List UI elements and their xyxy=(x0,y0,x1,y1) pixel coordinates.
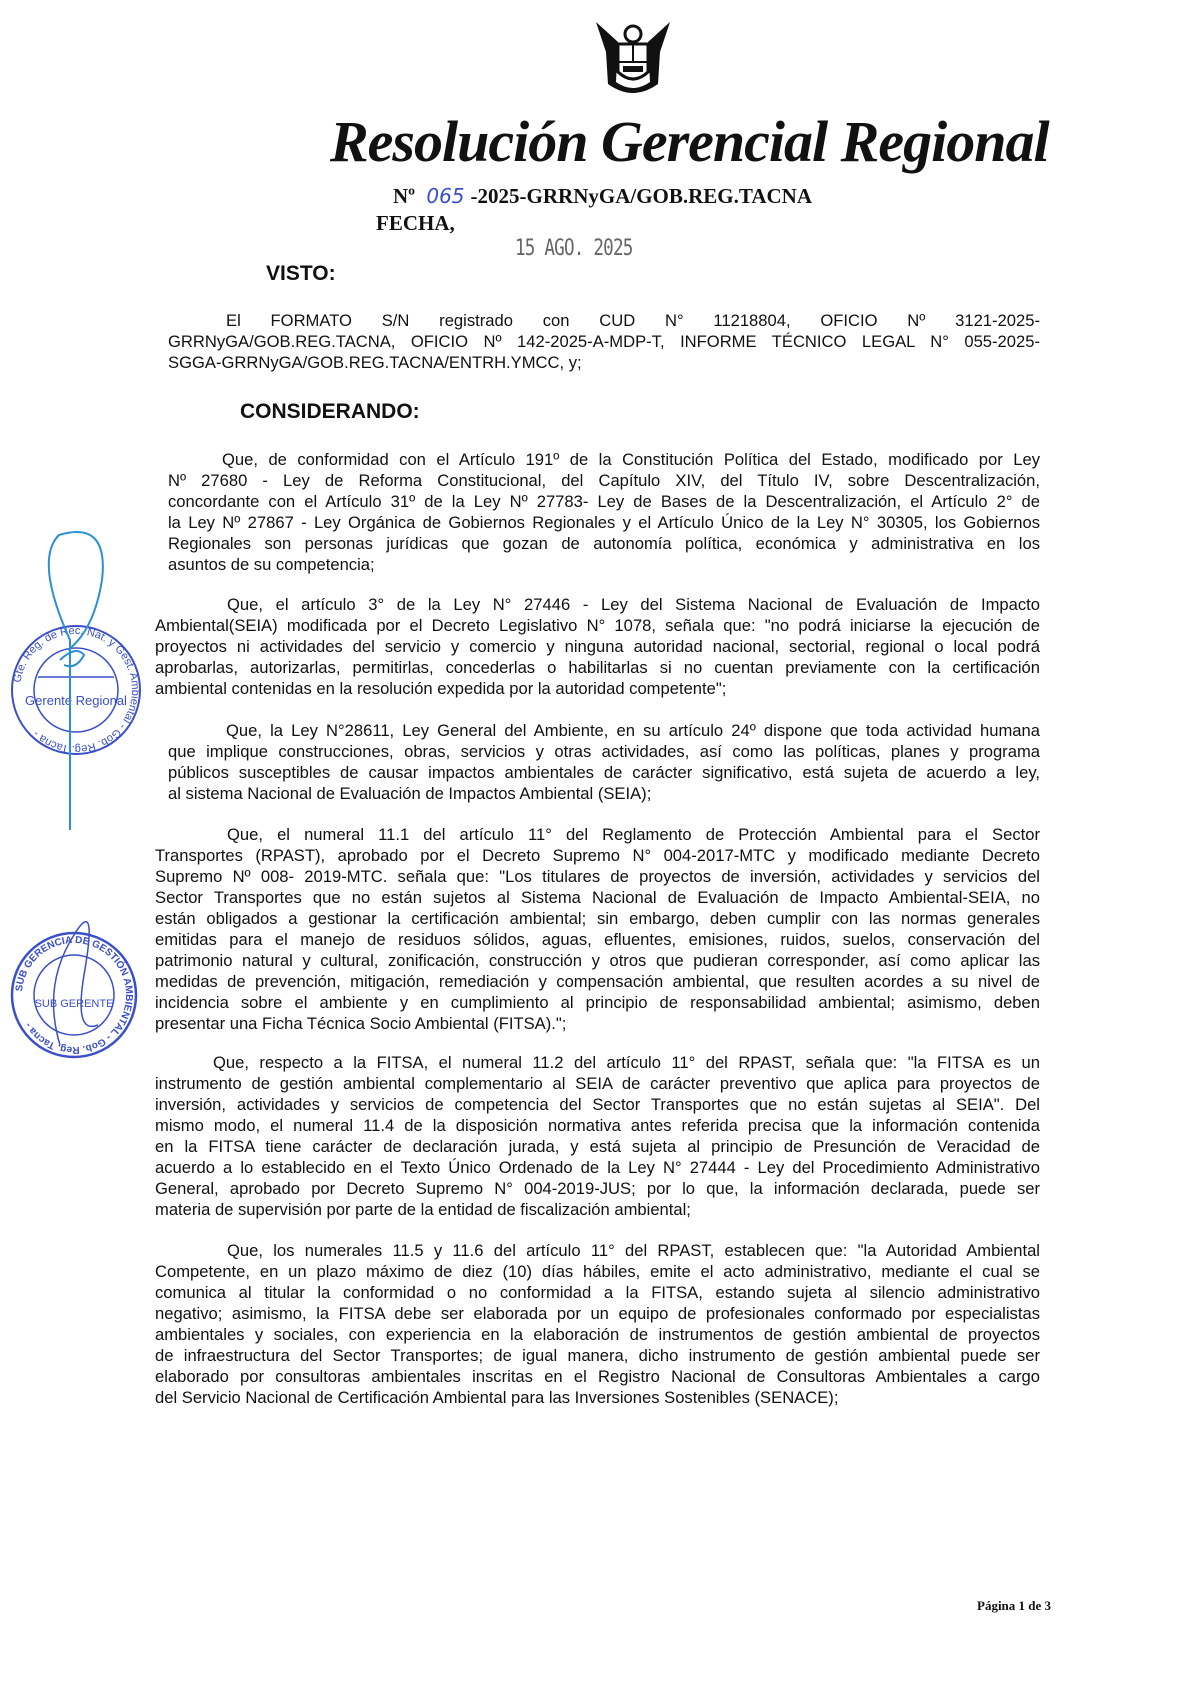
text-line: están obligados a gestionar la certificación ambiental; sin embargo, deben cumplir con las normas generales xyxy=(155,909,1040,928)
text-line: Regionales son personas jurídicas que gozan de autonomía política, económica y administrativa en los xyxy=(168,534,1040,553)
text-line: El FORMATO S/N registrado con CUD N° 11218804, OFICIO Nº 3121-2025- xyxy=(226,311,1040,330)
considerando-paragraph-1 xyxy=(168,449,1040,575)
text-line: medidas de prevención, mitigación, remediación y compensación ambiental, que resulten acordes a su nivel de xyxy=(155,972,1040,991)
text-line: que implique construcciones, obras, servicios y otras actividades, así como las políticas, planes y programa xyxy=(168,742,1040,761)
text-line: públicos susceptibles de causar impactos ambientales de carácter significativo, está sujeta de acuerdo a ley, xyxy=(168,763,1040,782)
text-line: Que, la Ley N°28611, Ley General del Ambiente, en su artículo 24º dispone que toda actividad humana xyxy=(226,721,1040,740)
text-line: ambiental contenidas en la resolución expedida por la autoridad competente"; xyxy=(155,679,727,698)
considerando-paragraph-2 xyxy=(155,594,1040,699)
text-line: del Servicio Nacional de Certificación Ambiental para las Inversiones Sostenibles (SENACE); xyxy=(155,1388,839,1407)
handwritten-number: 065 xyxy=(426,184,465,208)
number-suffix: -2025-GRRNyGA/GOB.REG.TACNA xyxy=(470,184,812,208)
text-line: GRRNyGA/GOB.REG.TACNA, OFICIO Nº 142-2025-A-MDP-T, INFORME TÉCNICO LEGAL N° 055-2025- xyxy=(168,332,1040,351)
text-line: elaborado por consultoras ambientales inscritas en el Registro Nacional de Consultoras Ambientales a cargo xyxy=(155,1367,1040,1386)
text-line: Que, el artículo 3° de la Ley N° 27446 - Ley del Sistema Nacional de Evaluación de Impacto xyxy=(227,595,1040,614)
visto-heading: VISTO: xyxy=(266,262,336,285)
text-line: instrumento de gestión ambiental complementario al SEIA de carácter preventivo que aplica para proyectos de xyxy=(155,1074,1040,1093)
text-line: Sector Transportes que no están sujetos al Sistema Nacional de Evaluación de Impacto Ambiental-SEIA, no xyxy=(155,888,1040,907)
text-line: Competente, en un plazo máximo de diez (10) días hábiles, emite el acto administrativo, mediante el cual se xyxy=(155,1262,1040,1281)
text-line: de infraestructura del Sector Transportes; de igual manera, dicho instrumento de gestión ambiental puede ser xyxy=(155,1346,1040,1365)
considerando-paragraph-3 xyxy=(168,720,1040,804)
text-line: asuntos de su competencia; xyxy=(168,555,375,574)
text-line: Ambiental(SEIA) modificada por el Decreto Legislativo N° 1078, señala que: "no podrá iniciarse la ejecución de xyxy=(155,616,1040,635)
text-line: Supremo Nº 008- 2019-MTC. señala que: "Los titulares de proyectos de inversión, actividades y servicios del xyxy=(155,867,1040,886)
text-line: mismo modo, el numeral 11.4 de la disposición normativa antes referida precisa que la información contenida xyxy=(155,1116,1040,1135)
text-line: Que, el numeral 11.1 del artículo 11° del Reglamento de Protección Ambiental para el Sector xyxy=(227,825,1040,844)
text-line: comunica al titular la conformidad o no conformidad a la FITSA, estando sujeta al silencio administrativo xyxy=(155,1283,1040,1302)
gerente-stamp-center-text: Gerente Regional xyxy=(25,693,127,708)
text-line: inversión, actividades y servicios de competencia del Sector Transportes que no están sujetas al SEIA". Del xyxy=(155,1095,1040,1114)
text-line: materia de supervisión por parte de la entidad de fiscalización ambiental; xyxy=(155,1200,691,1219)
number-prefix: Nº xyxy=(393,184,416,208)
page-number: Página 1 de 3 xyxy=(977,1598,1052,1613)
text-line: aprobarlas, autorizarlas, permitirlas, concederlas o habilitarlas si no cuentan previamente con la certificación xyxy=(155,658,1040,677)
text-line: Que, los numerales 11.5 y 11.6 del artículo 11° del RPAST, establecen que: "la Autoridad Ambiental xyxy=(227,1241,1040,1260)
text-line: al sistema Nacional de Evaluación de Impactos Ambiental (SEIA); xyxy=(168,784,652,803)
text-line: Nº 27680 - Ley de Reforma Constitucional, del Capítulo XIV, del Título IV, sobre Descentralización, xyxy=(168,471,1040,490)
sub-gerente-stamp xyxy=(4,895,144,1075)
text-line: en la FITSA tiene carácter de declaración jurada, y está sujeta al principio de Presunción de Veracidad de xyxy=(155,1137,1040,1156)
document-title: Resolución Gerencial Regional xyxy=(330,109,1049,174)
text-line: incidencia sobre el ambiente y en cumplimiento al principio de responsabilidad ambiental; asimismo, deben xyxy=(155,993,1040,1012)
visto-paragraph xyxy=(168,310,1040,373)
text-line: ambientales y sociales, con experiencia en la elaboración de instrumentos de gestión ambiental de proyectos xyxy=(155,1325,1040,1344)
date-stamp: 15 AGO. 2025 xyxy=(515,236,633,261)
considerando-heading: CONSIDERANDO: xyxy=(240,400,420,423)
text-line: concordante con el Artículo 31º de la Ley Nº 27783- Ley de Bases de la Descentralización, el Artículo 2° de xyxy=(168,492,1040,511)
text-line: proyectos ni actividades del servicio y comercio y ninguna autoridad nacional, sectorial, regional o local podrá xyxy=(155,637,1040,656)
gerente-stamp-ring-text: Gte. Reg. de Rec. Nat. y Gest. Ambiental - Gob. Reg. Tacna - xyxy=(11,624,142,756)
text-line: SGGA-GRRNyGA/GOB.REG.TACNA/ENTRH.YMCC, y; xyxy=(168,353,582,372)
considerando-paragraph-5 xyxy=(155,1052,1040,1220)
text-line: patrimonio natural y cultural, zonificación, construcción y otros que pudieran corresponder, así como aplicar las xyxy=(155,951,1040,970)
fecha-label: FECHA, xyxy=(376,211,455,235)
considerando-paragraph-4 xyxy=(155,824,1040,1034)
gerente-regional-stamp xyxy=(4,520,149,845)
text-line: la Ley Nº 27867 - Ley Orgánica de Gobiernos Regionales y el Artículo Único de la Ley N° 30305, los Gobiernos xyxy=(168,513,1040,532)
text-line: presentar una Ficha Técnica Socio Ambiental (FITSA)."; xyxy=(155,1014,567,1033)
text-line: negativo; asimismo, la FITSA debe ser elaborada por un equipo de profesionales conformado por especialistas xyxy=(155,1304,1040,1323)
peru-coat-of-arms-emblem xyxy=(588,12,678,102)
text-line: emitidas para el manejo de residuos sólidos, aguas, efluentes, emisiones, ruidos, suelos, conservación del xyxy=(155,930,1040,949)
text-line: Que, respecto a la FITSA, el numeral 11.2 del artículo 11° del RPAST, señala que: "la FITSA es un xyxy=(213,1053,1040,1072)
text-line: General, aprobado por Decreto Supremo N° 004-2019-JUS; por lo que, la información declarada, puede ser xyxy=(155,1179,1040,1198)
text-line: Transportes (RPAST), aprobado por el Decreto Supremo N° 004-2017-MTC y modificado mediante Decreto xyxy=(155,846,1040,865)
text-line: acuerdo a lo establecido en el Texto Único Ordenado de la Ley N° 27444 - Ley del Procedimiento Administrativo xyxy=(155,1158,1040,1177)
sub-gerente-stamp-ring-text: SUB GERENCIA DE GESTIÓN AMBIENTAL - Gob. Reg. Tacna - xyxy=(14,934,135,1056)
considerando-paragraph-6 xyxy=(155,1240,1040,1408)
sub-gerente-stamp-center-text: SUB GERENTE xyxy=(34,998,114,1010)
resolution-number xyxy=(393,184,812,209)
text-line: Que, de conformidad con el Artículo 191º de la Constitución Política del Estado, modificado por Ley xyxy=(222,450,1040,469)
